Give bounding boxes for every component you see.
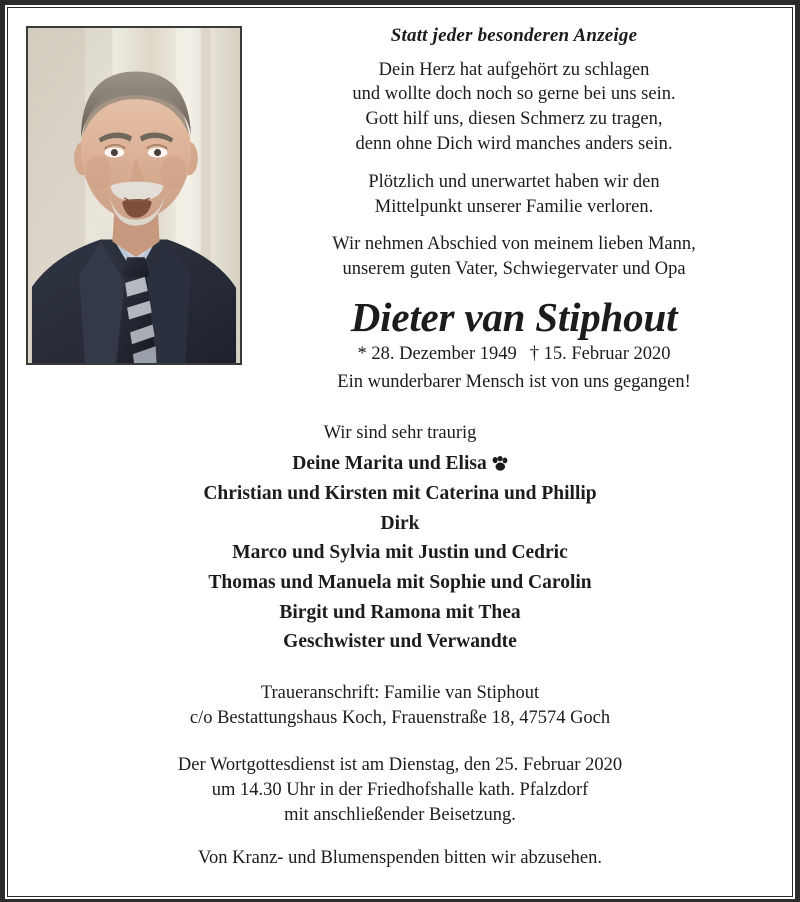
mourner-line: Thomas und Manuela mit Sophie und Carolin — [208, 571, 592, 593]
verse-line: unserem guten Vater, Schwiegervater und Opa — [342, 258, 686, 279]
service-line: mit anschließender Beisetzung. — [284, 805, 516, 826]
verse-stanza-2 — [252, 170, 776, 219]
mourner-line: Geschwister und Verwandte — [283, 631, 517, 653]
verse-line: Gott hilf uns, diesen Schmerz zu tragen, — [365, 108, 663, 129]
portrait-photo — [26, 26, 242, 365]
address-line: Traueranschrift: Familie van Stiphout — [260, 682, 540, 703]
verse-stanza-3 — [252, 232, 776, 281]
deceased-name: Dieter van Stiphout — [350, 293, 678, 340]
address-line: c/o Bestattungshaus Koch, Frauenstraße 18, 47574 Goch — [189, 708, 611, 728]
epitaph: Ein wunderbarer Mensch ist von uns gegangen! — [337, 372, 691, 393]
birth-date: * 28. Dezember 1949 — [357, 344, 517, 365]
paw-print-icon — [492, 456, 508, 471]
verse-line: denn ohne Dich wird manches anders sein. — [355, 133, 673, 154]
closing-block — [12, 846, 788, 871]
top-area — [12, 12, 788, 395]
verse-column — [242, 20, 780, 395]
mourner-line: Christian und Kirsten mit Caterina und Phillip — [203, 483, 597, 505]
verse-stanza-1 — [252, 58, 776, 156]
mourner-line: Birgit und Ramona mit Thea — [279, 601, 521, 623]
notice-content — [12, 12, 788, 892]
service-block — [12, 753, 788, 828]
mourner-line: Marco und Sylvia mit Justin und Cedric — [232, 542, 568, 564]
mourner-line: Dirk — [380, 512, 420, 534]
verse-line: und wollte doch noch so gerne bei uns sein. — [352, 84, 676, 105]
death-date: † 15. Februar 2020 — [529, 344, 671, 365]
address-block — [12, 681, 788, 731]
verse-line: Dein Herz hat aufgehört zu schlagen — [378, 59, 650, 80]
service-line: um 14.30 Uhr in der Friedhofshalle kath. Pfalzdorf — [211, 780, 589, 801]
verse-line: Plötzlich und unerwartet haben wir den — [368, 172, 660, 193]
frame-white-gap — [5, 5, 795, 899]
life-dates — [252, 342, 776, 366]
verse-line: Wir nehmen Abschied von meinem lieben Mann, — [332, 234, 696, 255]
notice-headline: Statt jeder besonderen Anzeige — [390, 25, 638, 46]
verse-line: Mittelpunkt unserer Familie verloren. — [374, 196, 654, 217]
portrait-illustration — [28, 28, 240, 363]
mourners-block — [12, 421, 788, 657]
frame-inner-rule — [7, 7, 793, 897]
closing-line: Von Kranz- und Blumenspenden bitten wir abzusehen. — [198, 847, 602, 868]
mourners-intro: Wir sind sehr traurig — [323, 422, 477, 443]
mourner-line — [12, 449, 788, 479]
service-line: Der Wortgottesdienst ist am Dienstag, den 25. Februar 2020 — [177, 755, 623, 776]
mourner-name: Deine Marita und Elisa — [292, 453, 487, 475]
